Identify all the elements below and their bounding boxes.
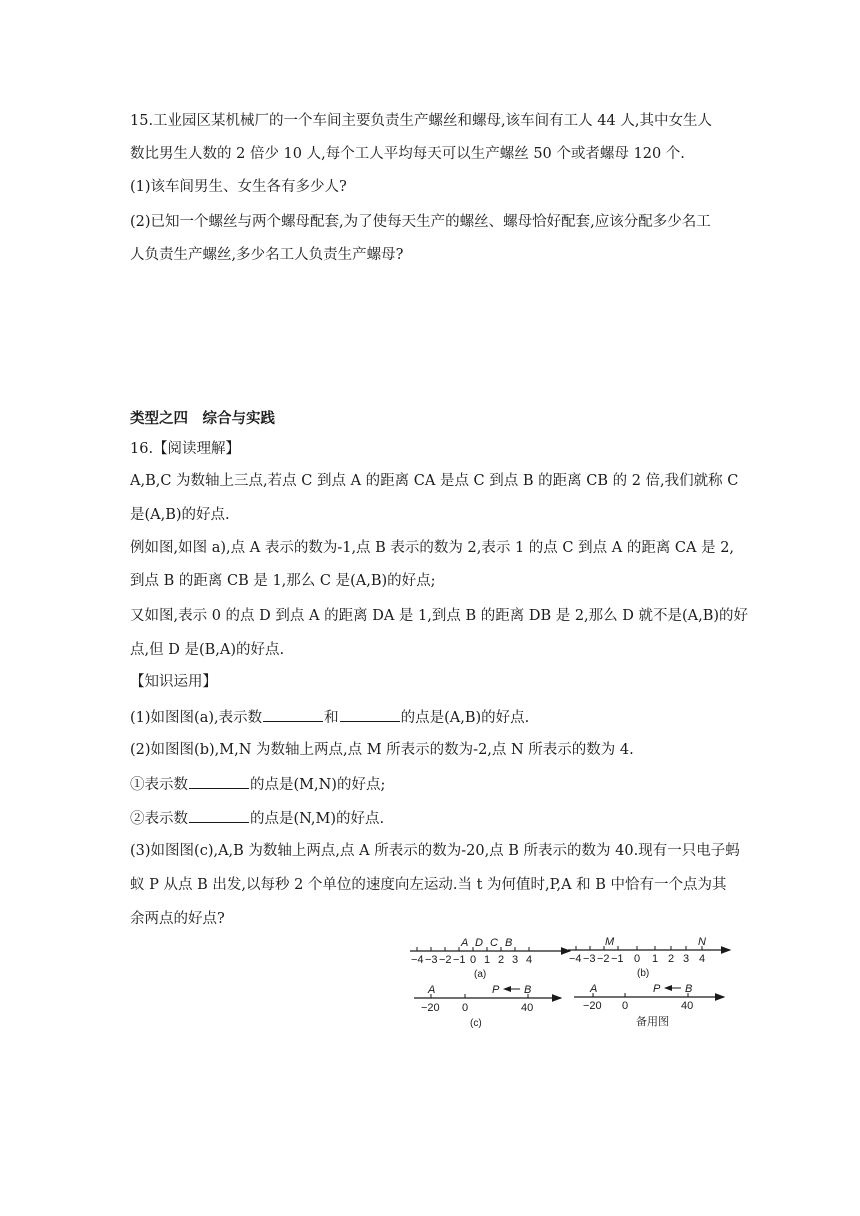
q15-line-1: 15.工业园区某机械厂的一个车间主要负责生产螺丝和螺母,该车间有工人 44 人,其中女生人 (130, 113, 712, 129)
point-label-d: D (475, 937, 483, 949)
point-label-b: B (505, 937, 513, 949)
tick-label: −4 (411, 954, 424, 966)
q15-line-2: 数比男生人数的 2 倍少 10 人,每个工人平均每天可以生产螺丝 50 个或者螺母 120 个. (130, 146, 685, 162)
q16-example2-line-2: 点,但 D 是(B,A)的好点. (130, 642, 285, 658)
tick-label: 2 (668, 953, 675, 965)
q15-sub-1: (1)该车间男生、女生各有多少人? (130, 179, 347, 195)
figure-c-caption: (c) (470, 1018, 482, 1029)
tick-label: −3 (425, 954, 438, 966)
q16-k1-text-a: (1)如图图(a),表示数 (130, 710, 263, 726)
tick-label: 0 (634, 953, 641, 965)
figure-c (414, 984, 561, 1029)
q15-sub-2: (2)已知一个螺丝与两个螺母配套,为了使每天生产的螺丝、螺母恰好配套,应该分配多少名工 (130, 214, 711, 230)
tick-label: 1 (484, 954, 491, 966)
q16-k3-line-3: 余两点的好点? (130, 911, 225, 927)
q16-knowledge-header: 【知识运用】 (130, 674, 217, 690)
tick-label: 40 (681, 1000, 694, 1012)
tick-label: 4 (526, 954, 533, 966)
figure-b (568, 936, 730, 979)
tick-label: 3 (512, 954, 519, 966)
tick-label: −20 (421, 1002, 440, 1014)
tick-label: 2 (498, 954, 505, 966)
figure-spare-caption: 备用图 (636, 1016, 669, 1028)
point-label-p: P (653, 983, 661, 995)
point-label-c: C (490, 937, 498, 949)
q16-k2-2-text-b: 的点是(N,M)的好点. (250, 811, 385, 827)
section-title: 类型之四 综合与实践 (130, 410, 275, 427)
figure-spare (574, 983, 724, 1028)
tick-label: 0 (622, 1000, 629, 1012)
q16-k1-text-c: 的点是(A,B)的好点. (400, 710, 530, 726)
tick-label: 0 (470, 954, 477, 966)
q16-header: 16.【阅读理解】 (130, 441, 241, 457)
point-label-n: N (698, 936, 706, 948)
tick-label: 3 (683, 953, 690, 965)
tick-label: −1 (453, 954, 466, 966)
q16-k2-1-text-b: 的点是(M,N)的好点; (250, 777, 386, 793)
q16-k2: (2)如图图(b),M,N 为数轴上两点,点 M 所表示的数为-2,点 N 所表示的数为 4. (130, 742, 634, 758)
q16-def-line-1: A,B,C 为数轴上三点,若点 C 到点 A 的距离 CA 是点 C 到点 B 的距离 CB 的 2 倍,我们就称 C (130, 473, 739, 489)
q16-def-line-2: 是(A,B)的好点. (130, 507, 230, 523)
q16-example-line-2: 到点 B 的距离 CB 是 1,那么 C 是(A,B)的好点; (130, 573, 436, 589)
q15-sub-2-cont: 人负责生产螺丝,多少名工人负责生产螺母? (130, 247, 404, 263)
q16-k2-1-text-a: ①表示数 (130, 777, 188, 793)
tick-label: −2 (439, 954, 452, 966)
point-label-a: A (461, 937, 469, 949)
q16-k2-2-text-a: ②表示数 (130, 811, 188, 827)
figure-a-caption: (a) (474, 969, 487, 980)
tick-label: −2 (597, 953, 610, 965)
tick-label: −1 (611, 953, 624, 965)
figure-b-caption: (b) (637, 968, 650, 979)
tick-label: 0 (462, 1002, 469, 1014)
point-label-p: P (492, 984, 500, 996)
tick-label: 1 (652, 953, 659, 965)
tick-label: −3 (583, 953, 596, 965)
point-label-a: A (428, 984, 436, 996)
tick-label: −20 (583, 1000, 602, 1012)
point-label-b: B (685, 983, 693, 995)
q16-k3-line-1: (3)如图图(c),A,B 为数轴上两点,点 A 所表示的数为-20,点 B 所表示的数为 40.现有一只电子蚂 (130, 843, 740, 859)
figure-a (410, 937, 570, 980)
point-label-a: A (590, 983, 598, 995)
q16-example-line-1: 例如图,如图 a),点 A 表示的数为-1,点 B 表示的数为 2,表示 1 的点 C 到点 A 的距离 CA 是 2, (130, 540, 735, 556)
q16-k3-line-2: 蚁 P 从点 B 出发,以每秒 2 个单位的速度向左运动.当 t 为何值时,P,A 和 B 中恰有一个点为其 (130, 877, 727, 893)
q16-example2-line-1: 又如图,表示 0 的点 D 到点 A 的距离 DA 是 1,到点 B 的距离 DB 是 2,那么 D 就不是(A,B)的好 (130, 608, 749, 624)
tick-label: 4 (699, 953, 706, 965)
tick-label: −4 (569, 953, 582, 965)
point-label-m: M (605, 936, 615, 948)
tick-label: 40 (521, 1002, 534, 1014)
q16-k1-text-b: 和 (324, 710, 339, 726)
point-label-b: B (524, 984, 532, 996)
